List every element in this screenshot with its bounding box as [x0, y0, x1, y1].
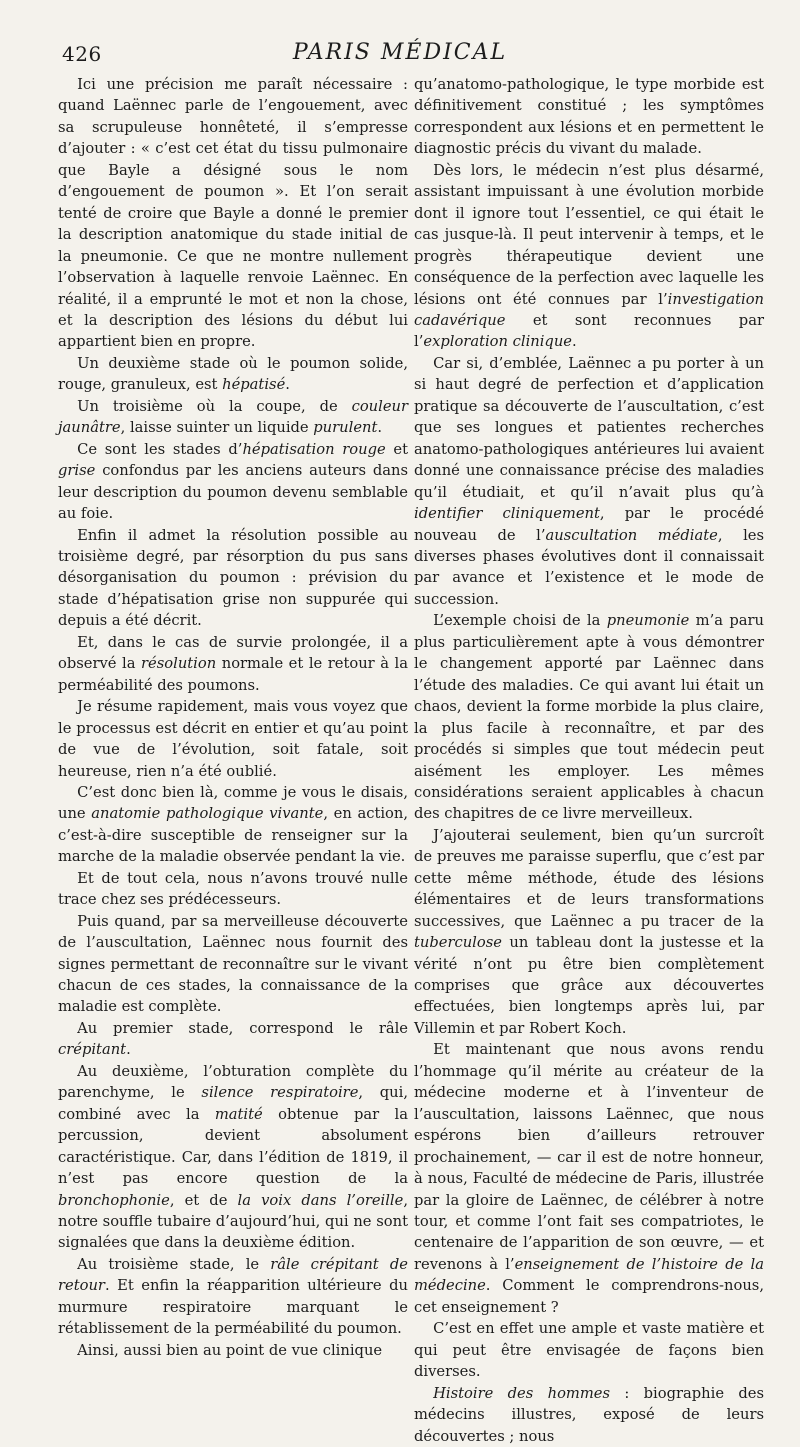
paragraph [414, 160, 764, 353]
text-run: un tableau dont la justesse et la vérité n’ont pu être bien complètement comprises que grâce aux découvertes effectuées, bien longtemps après lui, par Villemin et par Robert Koch. [414, 934, 764, 1037]
text-run: Et de tout cela, nous n’avons trouvé nulle trace chez ses prédécesseurs. [58, 869, 408, 909]
text-run: m’a paru plus particulièrement apte à vous démontrer le changement apporté par Laënnec dans l’étude des maladies. Ce qui avant lui était un chaos, devient la forme morbide la plus claire, la plus facile à reconnaître, et par des procédés si simples que tout médecin peut aisément les employer. Les mêmes considérations seraient applicables à chacun des chapitres de ce livre merveilleux. [414, 612, 764, 823]
italic-text: enseignement de l’histoire de la médecine [414, 1255, 764, 1295]
paragraph [58, 1254, 408, 1340]
text-run: Je résume rapidement, mais vous voyez que le processus est décrit en entier et qu’au point de vue de l’évolution, soit fatale, soit heureuse, rien n’a été oublié. [58, 698, 408, 780]
paragraph [58, 868, 408, 911]
text-run: C’est en effet une ample et vaste matière et qui peut être envisagée de façons bien diverses. [414, 1320, 764, 1381]
text-run: . [126, 1041, 131, 1059]
text-run: , les diverses phases évolutives dont il connaissait par avance et l’existence et le mode de succession. [414, 526, 765, 608]
paragraph [414, 353, 764, 610]
italic-text: hépatisation rouge [242, 440, 386, 458]
italic-text: crépitant [58, 1041, 127, 1059]
text-run: . [571, 333, 577, 351]
text-run: et sont reconnues par l’ [414, 311, 764, 351]
text-run: C’est donc bien là, comme je vous le disais, une [58, 783, 408, 823]
italic-text: tuberculose [414, 934, 502, 952]
running-header [52, 34, 748, 64]
italic-text: couleur jaunâtre [58, 397, 408, 437]
text-run: Ici une précision me paraît nécessaire : quand Laënnec parle de l’engouement, avec sa scrupuleuse honnêteté, il s’empresse d’ajouter : « c’est cet état du tissu pulmonaire que Bayle a désigné sous le nom d’engouement de poumon ». Et l’on serait tenté de croire que Bayle a donné le premier la description anatomique du stade initial de la pneumonie. Ce que ne montre nullement l’observation à laquelle renvoie Laënnec. En réalité, il a emprunté le mot et non la chose, et la description des lésions du début lui appartient bien en propre. [58, 76, 408, 351]
text-run: , par le procédé nouveau de l’ [414, 505, 764, 544]
paragraph [414, 1318, 764, 1382]
text-run: Puis quand, par sa merveilleuse découverte de l’auscultation, Laënnec nous fournit des signes permettant de reconnaître sur le vivant chacun de ces stades, la connaissance de la maladie est complète. [58, 912, 408, 1016]
paragraph [58, 74, 408, 353]
text-run: Au deuxième, l’obturation complète du parenchyme, le [58, 1062, 408, 1102]
text-run: Ce sont les stades d’ [77, 440, 243, 458]
paragraph [414, 825, 764, 1040]
text-run: Dès lors, le médecin n’est plus désarmé, assistant impuissant à une évolution morbide dont il ignore tout l’essentiel, ce qui était le cas jusque-là. Il peut intervenir à temps, et le progrès thérapeutique devient une conséquence de la perfection avec laquelle les lésions ont été connues par l’ [414, 161, 764, 308]
text-run: , laisse suinter un liquide [120, 419, 314, 437]
paragraph [58, 1018, 408, 1061]
paragraph [58, 696, 408, 782]
text-run: obtenue par la percussion, devient absolument caractéristique. Car, dans l’édition de 1819, il n’est pas encore question de la [58, 1105, 408, 1188]
text-run: , et de [169, 1191, 238, 1209]
paragraph [58, 1061, 408, 1254]
italic-text: bronchophonie [58, 1191, 170, 1209]
journal-title: PARIS MÉDICAL [292, 40, 508, 65]
text-run: Un deuxième stade où le poumon solide, rouge, granuleux, est [58, 354, 408, 394]
text-run: confondus par les anciens auteurs dans leur description du poumon devenu semblable au foie. [58, 462, 408, 523]
text-run: Enfin il admet la résolution possible au troisième degré, par résorption du pus sans désorganisation du poumon : prévision du stade d’hépatisation grise non suppurée qui depuis a été décrit. [58, 526, 408, 630]
text-run: et [385, 440, 408, 458]
text-run: Au troisième stade, le [77, 1255, 271, 1273]
italic-text: résolution [141, 655, 217, 673]
italic-text: râle crépitant de retour [58, 1255, 408, 1295]
paragraph [58, 525, 408, 632]
text-run: J’ajouterai seulement, bien qu’un surcroît de preuves me paraisse superflu, que c’est par cette même méthode, étude des lésions élémentaires et de leurs transformations successives, que Laënnec a pu tracer de la [414, 826, 764, 930]
italic-text: auscultation médiate [545, 526, 718, 544]
paragraph [414, 74, 764, 160]
paragraph [414, 610, 764, 825]
text-run: . [285, 376, 290, 394]
text-run: Et, dans le cas de survie prolongée, il a observé la [58, 633, 408, 673]
text-run: . Comment le comprendrons-nous, cet enseignement ? [414, 1277, 764, 1316]
italic-text: exploration clinique [423, 333, 572, 351]
italic-text: investigation cadavérique [414, 290, 764, 329]
text-run: Car si, d’emblée, Laënnec a pu porter à un si haut degré de perfection et d’application pratique sa découverte de l’auscultation, c’est que ses longues et patientes recherches anatomo-pathologiques antérieures lui avaient donné une connaissance précise des maladies qu’il étudiait, et qu’il n’avait plus qu’à [414, 354, 764, 501]
paragraph [58, 911, 408, 1018]
text-run: normale et le retour à la perméabilité des poumons. [58, 655, 408, 694]
text-run: : biographie des médecins illustres, exposé de leurs découvertes ; nous [414, 1384, 764, 1445]
text-run: , en action, c’est-à-dire susceptible de renseigner sur la marche de la maladie observée pendant la vie. [58, 805, 409, 866]
italic-text: Histoire des hommes [433, 1384, 611, 1402]
italic-text: anatomie pathologique vivante [91, 805, 324, 823]
text-run: qu’anatomo-pathologique, le type morbide est définitivement constitué ; les symptômes correspondent aux lésions et en permettent le diagnostic précis du vivant du malade. [414, 76, 764, 158]
text-run: . [377, 419, 383, 437]
paragraph [58, 439, 408, 525]
text-run: Et maintenant que nous avons rendu l’hommage qu’il mérite au créateur de la médecine moderne et à l’inventeur de l’auscultation, laissons Laënnec, que nous espérons bien d’ailleurs retrouver prochainement, — car il est de notre honneur, à nous, Faculté de médecine de Paris, illustrée par la gloire de Laënnec, de célébrer à notre tour, et comme l’ont fait ses compatriotes, le centenaire de l’apparition de son œuvre, — et revenons à l’ [414, 1041, 764, 1273]
right-column [414, 74, 764, 1447]
text-run: , notre souffle tubaire d’aujourd’hui, qui ne sont signalées que dans la deuxième édition. [58, 1191, 408, 1252]
text-run: , qui, combiné avec la [58, 1084, 408, 1123]
text-run: Au premier stade, correspond le râle [77, 1019, 408, 1037]
paragraph [414, 1383, 764, 1447]
italic-text: la voix dans l’oreille [237, 1191, 404, 1209]
italic-text: identifier cliniquement [414, 505, 600, 523]
italic-text: silence respiratoire [201, 1084, 359, 1102]
text-run: Un troisième où la coupe, de [77, 397, 352, 415]
italic-text: hépatisé [222, 376, 286, 394]
paragraph [58, 632, 408, 696]
italic-text: matité [214, 1105, 263, 1123]
italic-text: pneumonie [606, 612, 690, 630]
paragraph [58, 396, 408, 439]
paragraph [58, 1340, 408, 1361]
paragraph [414, 1039, 764, 1318]
text-run: L’exemple choisi de la [433, 612, 607, 630]
text-run: Ainsi, aussi bien au point de vue clinique [77, 1341, 383, 1359]
italic-text: purulent [313, 419, 378, 437]
paragraph [58, 782, 408, 868]
left-column [58, 74, 408, 1361]
page-number: 426 [62, 42, 102, 66]
italic-text: grise [58, 462, 96, 480]
text-run: . Et enfin la réapparition ultérieure du murmure respiratoire marquant le rétablissement de la perméabilité du poumon. [58, 1277, 408, 1338]
paragraph [58, 353, 408, 396]
